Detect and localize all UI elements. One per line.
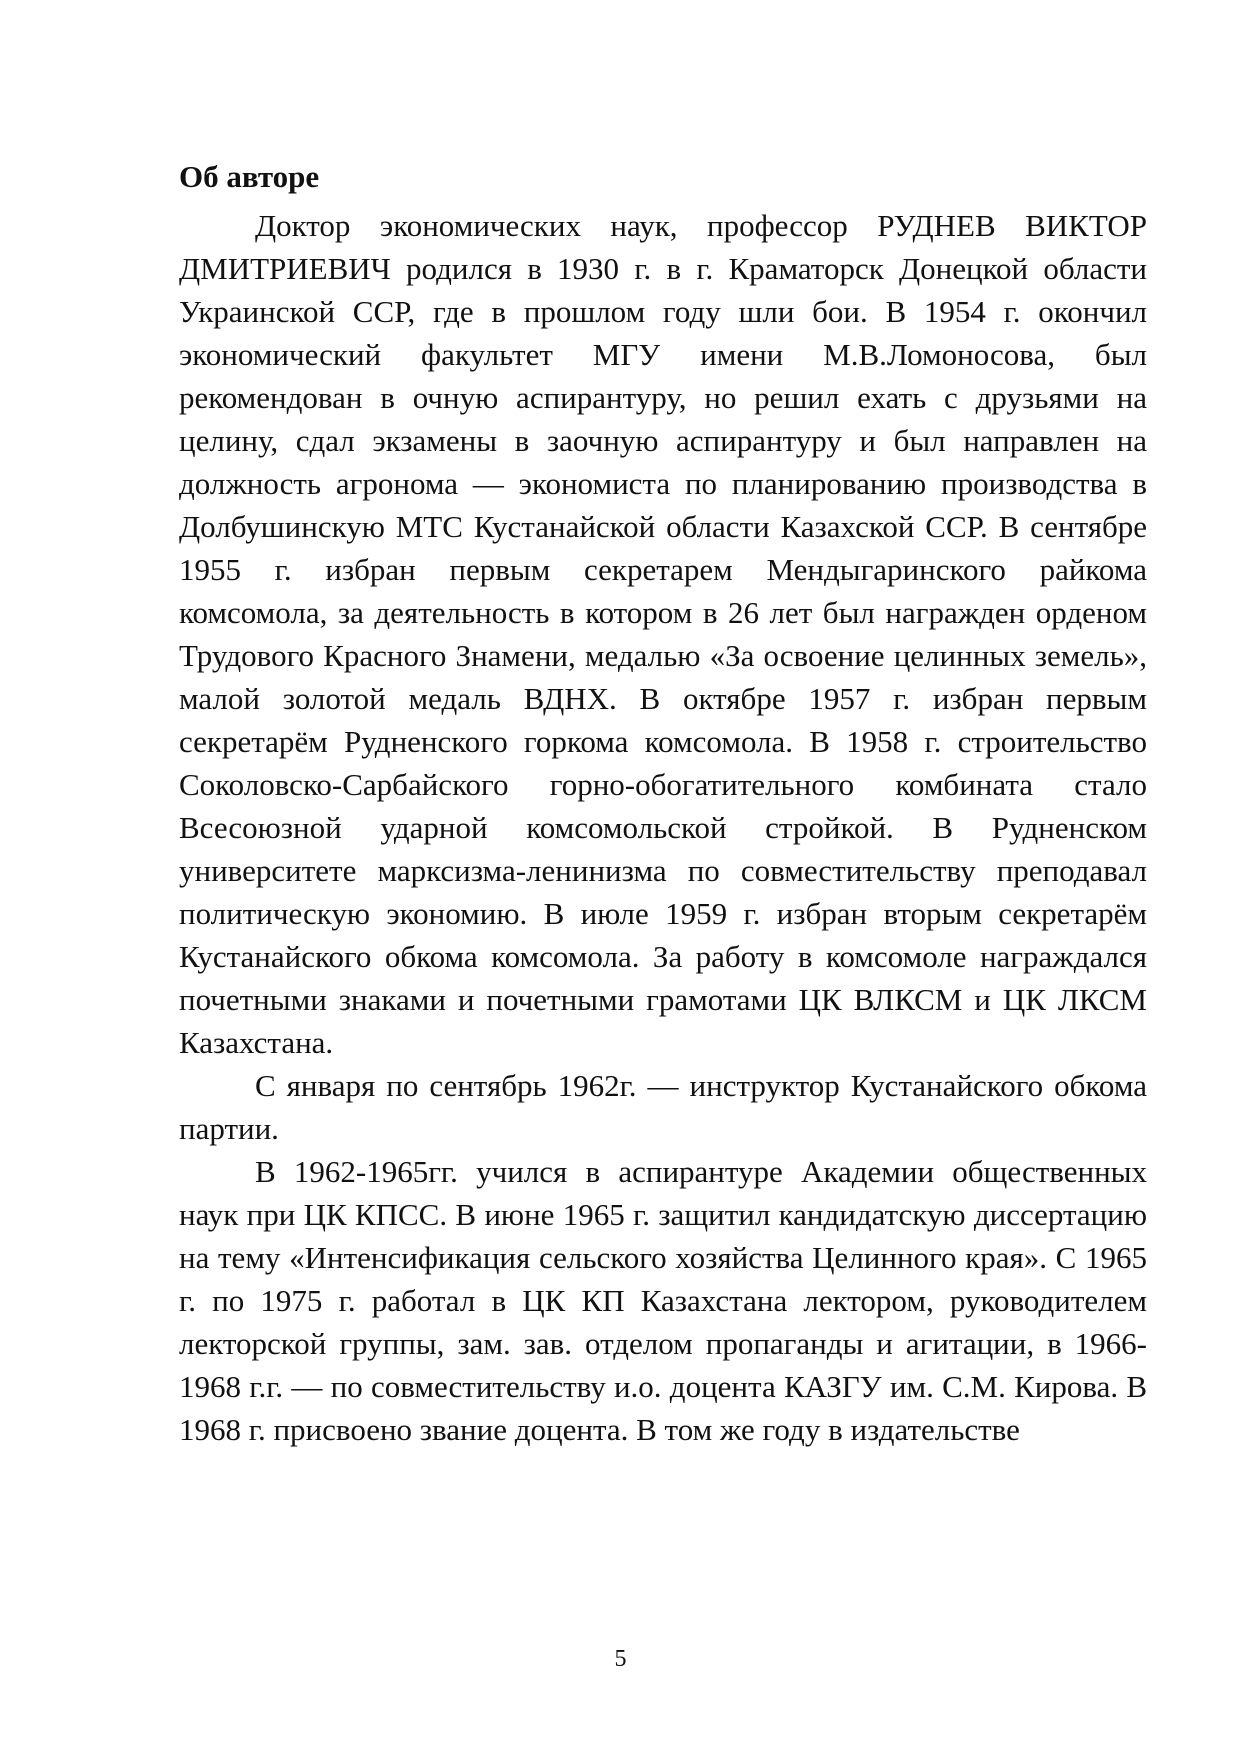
paragraph-instructor: С января по сентябрь 1962г. — инструктор Кустанайского обкома партии. (179, 1068, 1147, 1146)
page-number: 5 (614, 1646, 627, 1672)
paragraph-academy: В 1962-1965гг. учился в аспирантуре Академии общественных наук при ЦК КПСС. В июне 1965 г. защитил кандидатскую диссертацию на тему «Интенсификация сельского хозяйства Целинного края». С 1965 г. по 1975 г. работал в ЦК КП Казахстана лектором, руководителем лекторской группы, зам. зав. отделом пропаганды и агитации, в 1966-1968 г.г. — по совместительству и.о. доцента КАЗГУ им. С.М. Кирова. В 1968 г. присвоено звание доцента. В том же году в издательстве (179, 1154, 1147, 1447)
section-heading: Об авторе (179, 159, 320, 194)
paragraph-biography: Доктор экономических наук, профессор РУДНЕВ ВИКТОР ДМИТРИЕВИЧ родился в 1930 г. в г. Краматорск Донецкой области Украинской ССР, где в прошлом году шли бои. В 1954 г. окончил экономический факультет МГУ имени М.В.Ломоносова, был рекомендован в очную аспирантуру, но решил ехать с друзьями на целину, сдал экзамены в заочную аспирантуру и был направлен на должность агронома — экономиста по планированию производства в Долбушинскую МТС Кустанайской области Казахской ССР. В сентябре 1955 г. избран первым секретарем Мендыгаринского райкома комсомола, за деятельность в котором в 26 лет был награжден орденом Трудового Красного Знамени, медалью «За освоение целинных земель», малой золотой медаль ВДНХ. В октябре 1957 г. избран первым секретарём Рудненского горкома комсомола. В 1958 г. строительство Соколовско-Сарбайского горно-обогатительного комбината стало Всесоюзной ударной комсомольской стройкой. В Рудненском университете марксизма-ленинизма по совместительству преподавал политическую экономию. В июле 1959 г. избран вторым секретарём Кустанайского обкома комсомола. За работу в комсомоле награждался почетными знаками и почетными грамотами ЦК ВЛКСМ и ЦК ЛКСМ Казахстана. (179, 208, 1147, 1060)
page-body (179, 155, 1147, 1451)
